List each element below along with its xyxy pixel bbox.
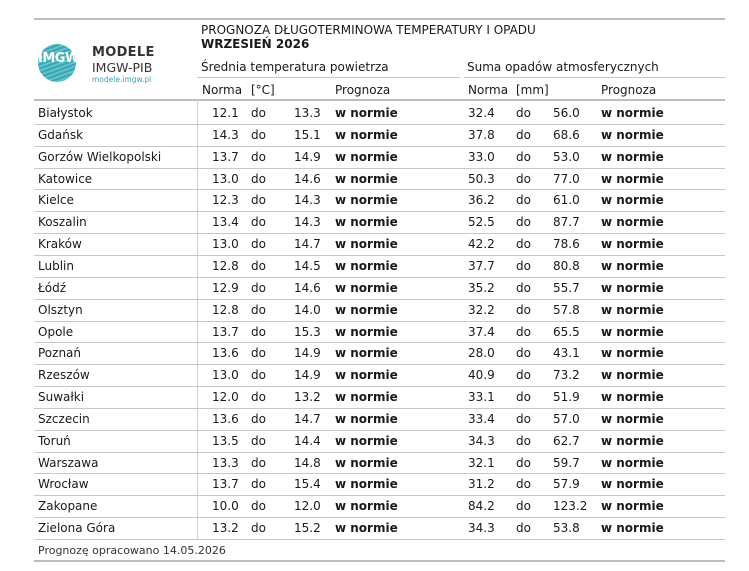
precip-norm-from: 28.0 bbox=[468, 346, 495, 361]
temp-range-sep: do bbox=[251, 280, 266, 295]
temp-norm-from: 10.0 bbox=[212, 499, 239, 514]
city-name: Suwałki bbox=[38, 390, 85, 405]
temp-range-sep: do bbox=[251, 258, 266, 273]
imgw-logo bbox=[38, 44, 178, 84]
city-name: Katowice bbox=[38, 171, 93, 186]
precip-norm-to: 57.9 bbox=[553, 477, 580, 492]
precip-forecast: w normie bbox=[601, 433, 664, 448]
temp-norm-from: 13.0 bbox=[212, 171, 239, 186]
temp-norm-from: 12.8 bbox=[212, 302, 239, 317]
group-temperature: Średnia temperatura powietrza bbox=[201, 60, 389, 74]
precip-norm-to: 123.2 bbox=[553, 499, 588, 514]
temp-forecast: w normie bbox=[335, 215, 398, 230]
precip-range-sep: do bbox=[516, 411, 531, 426]
temp-norm-from: 12.0 bbox=[212, 390, 239, 405]
col-temp-norma: Norma bbox=[202, 83, 243, 97]
temp-norm-to: 14.9 bbox=[294, 346, 321, 361]
precip-forecast: w normie bbox=[601, 499, 664, 514]
precip-forecast: w normie bbox=[601, 106, 664, 120]
temp-forecast: w normie bbox=[335, 302, 398, 317]
precip-range-sep: do bbox=[516, 193, 531, 208]
precip-forecast: w normie bbox=[601, 171, 664, 186]
temp-forecast: w normie bbox=[335, 149, 398, 164]
temp-range-sep: do bbox=[251, 521, 266, 536]
temp-range-sep: do bbox=[251, 455, 266, 470]
temp-norm-from: 12.3 bbox=[212, 193, 239, 208]
precip-norm-from: 37.7 bbox=[468, 258, 495, 273]
precip-forecast: w normie bbox=[601, 149, 664, 164]
precip-norm-to: 61.0 bbox=[553, 193, 580, 208]
precip-norm-to: 43.1 bbox=[553, 346, 580, 361]
table-row bbox=[34, 233, 724, 254]
precip-norm-from: 32.2 bbox=[468, 302, 495, 317]
temp-norm-to: 14.3 bbox=[294, 193, 321, 208]
temp-norm-to: 14.7 bbox=[294, 411, 321, 426]
precip-forecast: w normie bbox=[601, 477, 664, 492]
precip-norm-from: 50.3 bbox=[468, 171, 495, 186]
city-name: Koszalin bbox=[38, 215, 87, 230]
city-name: Olsztyn bbox=[38, 302, 83, 317]
table-row bbox=[34, 102, 724, 123]
temp-norm-from: 13.6 bbox=[212, 346, 239, 361]
precip-norm-to: 68.6 bbox=[553, 127, 580, 142]
temp-norm-from: 13.7 bbox=[212, 149, 239, 164]
precip-norm-to: 87.7 bbox=[553, 215, 580, 230]
temp-forecast: w normie bbox=[335, 237, 398, 252]
precip-norm-to: 55.7 bbox=[553, 280, 580, 295]
temp-range-sep: do bbox=[251, 106, 266, 120]
city-name: Poznań bbox=[38, 346, 82, 361]
logo-mark: IMGW bbox=[38, 51, 79, 66]
precip-norm-from: 34.3 bbox=[468, 521, 495, 536]
precip-norm-to: 80.8 bbox=[553, 258, 580, 273]
temp-norm-from: 12.8 bbox=[212, 258, 239, 273]
temp-range-sep: do bbox=[251, 215, 266, 230]
table-row bbox=[34, 517, 724, 538]
temp-forecast: w normie bbox=[335, 411, 398, 426]
precip-range-sep: do bbox=[516, 477, 531, 492]
temp-forecast: w normie bbox=[335, 324, 398, 339]
temp-forecast: w normie bbox=[335, 346, 398, 361]
city-name: Warszawa bbox=[38, 455, 99, 470]
precip-range-sep: do bbox=[516, 390, 531, 405]
precip-forecast: w normie bbox=[601, 258, 664, 273]
temp-norm-to: 14.6 bbox=[294, 171, 321, 186]
temp-range-sep: do bbox=[251, 499, 266, 514]
precip-norm-to: 65.5 bbox=[553, 324, 580, 339]
city-name: Rzeszów bbox=[38, 368, 90, 383]
group-rule-temperature bbox=[197, 77, 460, 78]
col-temp-forecast: Prognoza bbox=[335, 83, 391, 97]
temp-norm-to: 15.2 bbox=[294, 521, 321, 536]
precip-range-sep: do bbox=[516, 258, 531, 273]
city-name: Białystok bbox=[38, 106, 93, 120]
bottom-rule bbox=[34, 560, 725, 562]
temp-forecast: w normie bbox=[335, 127, 398, 142]
precip-norm-from: 33.4 bbox=[468, 411, 495, 426]
temp-range-sep: do bbox=[251, 193, 266, 208]
temp-norm-from: 13.2 bbox=[212, 521, 239, 536]
temp-range-sep: do bbox=[251, 390, 266, 405]
precip-range-sep: do bbox=[516, 280, 531, 295]
temp-norm-from: 12.1 bbox=[212, 106, 239, 120]
temp-norm-to: 14.9 bbox=[294, 149, 321, 164]
precip-forecast: w normie bbox=[601, 390, 664, 405]
table-row bbox=[34, 255, 724, 276]
precip-range-sep: do bbox=[516, 127, 531, 142]
table-row bbox=[34, 146, 724, 167]
temp-range-sep: do bbox=[251, 368, 266, 383]
precip-forecast: w normie bbox=[601, 280, 664, 295]
temp-range-sep: do bbox=[251, 237, 266, 252]
table-row bbox=[34, 124, 724, 145]
temp-norm-to: 15.4 bbox=[294, 477, 321, 492]
logo-name: MODELE bbox=[92, 45, 155, 60]
temp-range-sep: do bbox=[251, 324, 266, 339]
table-row bbox=[34, 452, 724, 473]
page-subtitle: WRZESIEŃ 2026 bbox=[201, 37, 310, 51]
precip-norm-to: 77.0 bbox=[553, 171, 580, 186]
precip-range-sep: do bbox=[516, 106, 531, 120]
temp-range-sep: do bbox=[251, 433, 266, 448]
city-name: Wrocław bbox=[38, 477, 89, 492]
table-row bbox=[34, 168, 724, 189]
precip-norm-from: 42.2 bbox=[468, 237, 495, 252]
table-row bbox=[34, 364, 724, 385]
logo-subtitle: IMGW-PIB bbox=[92, 60, 153, 75]
temp-norm-to: 12.0 bbox=[294, 499, 321, 514]
precip-norm-to: 56.0 bbox=[553, 106, 580, 120]
temp-range-sep: do bbox=[251, 477, 266, 492]
temp-forecast: w normie bbox=[335, 258, 398, 273]
precip-forecast: w normie bbox=[601, 368, 664, 383]
precip-range-sep: do bbox=[516, 171, 531, 186]
precip-forecast: w normie bbox=[601, 346, 664, 361]
temp-range-sep: do bbox=[251, 171, 266, 186]
temp-range-sep: do bbox=[251, 346, 266, 361]
precip-norm-from: 52.5 bbox=[468, 215, 495, 230]
precip-forecast: w normie bbox=[601, 324, 664, 339]
precip-norm-from: 35.2 bbox=[468, 280, 495, 295]
precip-range-sep: do bbox=[516, 237, 531, 252]
city-name: Kraków bbox=[38, 237, 82, 252]
precip-norm-to: 57.8 bbox=[553, 302, 580, 317]
city-name: Toruń bbox=[38, 433, 71, 448]
precip-range-sep: do bbox=[516, 346, 531, 361]
temp-norm-to: 14.6 bbox=[294, 280, 321, 295]
city-name: Kielce bbox=[38, 193, 74, 208]
temp-range-sep: do bbox=[251, 127, 266, 142]
temp-range-sep: do bbox=[251, 302, 266, 317]
precip-range-sep: do bbox=[516, 368, 531, 383]
precip-norm-to: 51.9 bbox=[553, 390, 580, 405]
page-title: PROGNOZA DŁUGOTERMINOWA TEMPERATURY I OPADU bbox=[201, 23, 536, 37]
precip-norm-from: 32.4 bbox=[468, 106, 495, 120]
temp-norm-from: 13.3 bbox=[212, 455, 239, 470]
temp-forecast: w normie bbox=[335, 106, 398, 120]
precip-norm-from: 36.2 bbox=[468, 193, 495, 208]
table-row bbox=[34, 189, 724, 210]
temp-forecast: w normie bbox=[335, 433, 398, 448]
col-precip-forecast: Prognoza bbox=[601, 83, 657, 97]
precip-norm-to: 59.7 bbox=[553, 455, 580, 470]
precip-norm-to: 78.6 bbox=[553, 237, 580, 252]
temp-forecast: w normie bbox=[335, 193, 398, 208]
table-row bbox=[34, 473, 724, 494]
temp-norm-to: 14.3 bbox=[294, 215, 321, 230]
temp-norm-from: 13.0 bbox=[212, 368, 239, 383]
temp-forecast: w normie bbox=[335, 477, 398, 492]
precip-norm-from: 37.4 bbox=[468, 324, 495, 339]
temp-norm-to: 14.5 bbox=[294, 258, 321, 273]
temp-norm-from: 12.9 bbox=[212, 280, 239, 295]
precip-forecast: w normie bbox=[601, 302, 664, 317]
temp-norm-from: 13.0 bbox=[212, 237, 239, 252]
top-rule bbox=[34, 18, 725, 20]
precip-range-sep: do bbox=[516, 455, 531, 470]
temp-norm-to: 13.2 bbox=[294, 390, 321, 405]
precip-range-sep: do bbox=[516, 499, 531, 514]
city-name: Zielona Góra bbox=[38, 521, 116, 536]
header-rule bbox=[34, 99, 725, 101]
temp-norm-to: 13.3 bbox=[294, 106, 321, 120]
precip-range-sep: do bbox=[516, 324, 531, 339]
precip-norm-to: 53.8 bbox=[553, 521, 580, 536]
table-row bbox=[34, 277, 724, 298]
precip-range-sep: do bbox=[516, 433, 531, 448]
table-row bbox=[34, 386, 724, 407]
precip-range-sep: do bbox=[516, 215, 531, 230]
col-precip-unit: [mm] bbox=[516, 83, 549, 97]
precip-norm-to: 73.2 bbox=[553, 368, 580, 383]
temp-norm-from: 13.5 bbox=[212, 433, 239, 448]
row-divider bbox=[34, 539, 725, 540]
precip-norm-to: 53.0 bbox=[553, 149, 580, 164]
precip-range-sep: do bbox=[516, 149, 531, 164]
temp-norm-to: 14.4 bbox=[294, 433, 321, 448]
city-name: Lublin bbox=[38, 258, 74, 273]
col-temp-unit: [°C] bbox=[251, 83, 275, 97]
precip-norm-from: 37.8 bbox=[468, 127, 495, 142]
temp-norm-to: 14.9 bbox=[294, 368, 321, 383]
temp-norm-to: 14.0 bbox=[294, 302, 321, 317]
group-precipitation: Suma opadów atmosferycznych bbox=[467, 60, 659, 74]
group-rule-precipitation bbox=[464, 77, 725, 78]
logo-url: modele.imgw.pl bbox=[92, 75, 152, 84]
city-name: Zakopane bbox=[38, 499, 98, 514]
precip-forecast: w normie bbox=[601, 521, 664, 536]
temp-norm-from: 13.4 bbox=[212, 215, 239, 230]
precip-forecast: w normie bbox=[601, 411, 664, 426]
precip-norm-from: 32.1 bbox=[468, 455, 495, 470]
temp-norm-from: 13.6 bbox=[212, 411, 239, 426]
temp-forecast: w normie bbox=[335, 455, 398, 470]
table-row bbox=[34, 342, 724, 363]
temp-range-sep: do bbox=[251, 411, 266, 426]
temp-forecast: w normie bbox=[335, 280, 398, 295]
city-name: Opole bbox=[38, 324, 74, 339]
precip-norm-from: 40.9 bbox=[468, 368, 495, 383]
precip-forecast: w normie bbox=[601, 127, 664, 142]
precip-forecast: w normie bbox=[601, 455, 664, 470]
table-row bbox=[34, 211, 724, 232]
temp-norm-to: 15.3 bbox=[294, 324, 321, 339]
temp-forecast: w normie bbox=[335, 368, 398, 383]
temp-range-sep: do bbox=[251, 149, 266, 164]
precip-norm-from: 84.2 bbox=[468, 499, 495, 514]
precip-norm-from: 34.3 bbox=[468, 433, 495, 448]
precip-norm-to: 57.0 bbox=[553, 411, 580, 426]
precip-range-sep: do bbox=[516, 302, 531, 317]
table-row bbox=[34, 495, 724, 516]
precip-range-sep: do bbox=[516, 521, 531, 536]
city-name: Gorzów Wielkopolski bbox=[38, 149, 162, 164]
precip-norm-to: 62.7 bbox=[553, 433, 580, 448]
temp-norm-to: 14.8 bbox=[294, 455, 321, 470]
city-name: Gdańsk bbox=[38, 127, 84, 142]
precip-forecast: w normie bbox=[601, 193, 664, 208]
precip-forecast: w normie bbox=[601, 215, 664, 230]
temp-forecast: w normie bbox=[335, 499, 398, 514]
precip-forecast: w normie bbox=[601, 237, 664, 252]
city-name: Szczecin bbox=[38, 411, 90, 426]
table-row bbox=[34, 408, 724, 429]
table-row bbox=[34, 321, 724, 342]
col-precip-norma: Norma bbox=[468, 83, 509, 97]
temp-norm-from: 13.7 bbox=[212, 477, 239, 492]
table-row bbox=[34, 430, 724, 451]
precip-norm-from: 31.2 bbox=[468, 477, 495, 492]
temp-forecast: w normie bbox=[335, 521, 398, 536]
temp-norm-from: 14.3 bbox=[212, 127, 239, 142]
precip-norm-from: 33.1 bbox=[468, 390, 495, 405]
temp-forecast: w normie bbox=[335, 171, 398, 186]
precip-norm-from: 33.0 bbox=[468, 149, 495, 164]
temp-norm-to: 14.7 bbox=[294, 237, 321, 252]
temp-norm-to: 15.1 bbox=[294, 127, 321, 142]
temp-norm-from: 13.7 bbox=[212, 324, 239, 339]
footer-note: Prognozę opracowano 14.05.2026 bbox=[38, 544, 226, 557]
city-name: Łódź bbox=[38, 280, 67, 295]
table-row bbox=[34, 299, 724, 320]
temp-forecast: w normie bbox=[335, 390, 398, 405]
